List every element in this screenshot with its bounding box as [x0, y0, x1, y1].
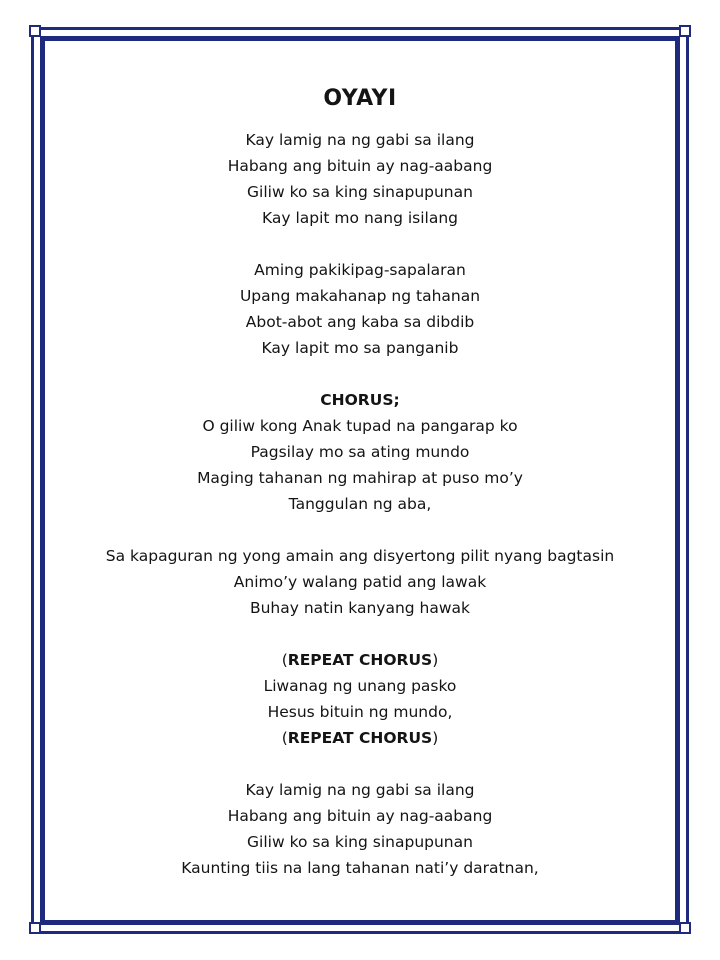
- lyric-line: Animo’y walang patid ang lawak: [233, 573, 487, 591]
- lyric-line: Kay lamig na ng gabi sa ilang: [245, 781, 475, 799]
- verse-4: [0, 777, 720, 881]
- lyric-line: Upang makahanap ng tahanan: [239, 287, 481, 305]
- lyric-line: Buhay natin kanyang hawak: [249, 599, 471, 617]
- lyric-line: Aming pakikipag-sapalaran: [254, 261, 466, 279]
- lyric-line: Habang ang bituin ay nag-aabang: [227, 157, 493, 175]
- border-corner-ornament: [29, 922, 41, 934]
- chorus: [0, 387, 720, 517]
- chorus-label: CHORUS;: [320, 391, 400, 409]
- stanza-gap: [0, 361, 720, 387]
- lyric-line: Kay lamig na ng gabi sa ilang: [245, 131, 475, 149]
- border-corner-ornament: [29, 25, 41, 37]
- lyric-line: Pagsilay mo sa ating mundo: [250, 443, 470, 461]
- repeat-chorus-marker: (REPEAT CHORUS): [281, 651, 439, 669]
- border-corner-ornament: [679, 25, 691, 37]
- lyric-line: Kaunting tiis na lang tahanan nati’y daratnan,: [181, 859, 539, 877]
- verse-3: [0, 543, 720, 621]
- lyric-line: Abot-abot ang kaba sa dibdib: [245, 313, 475, 331]
- lyrics-body: [0, 127, 720, 881]
- verse-1: [0, 127, 720, 231]
- lyric-line: Hesus bituin ng mundo,: [267, 703, 453, 721]
- stanza-gap: [0, 751, 720, 777]
- lyric-line: Giliw ko sa king sinapupunan: [247, 833, 473, 851]
- stanza-gap: [0, 621, 720, 647]
- lyric-line: Kay lapit mo sa panganib: [261, 339, 459, 357]
- lyric-line: Giliw ko sa king sinapupunan: [247, 183, 473, 201]
- lyric-line: O giliw kong Anak tupad na pangarap ko: [202, 417, 518, 435]
- lyric-line: Habang ang bituin ay nag-aabang: [227, 807, 493, 825]
- lyric-line: Liwanag ng unang pasko: [263, 677, 457, 695]
- bridge-section: [0, 647, 720, 751]
- lyric-line: Sa kapaguran ng yong amain ang disyertong pilit nyang bagtasin: [105, 547, 615, 565]
- lyric-line: Tanggulan ng aba,: [288, 495, 432, 513]
- stanza-gap: [0, 231, 720, 257]
- song-title: OYAYI: [323, 86, 397, 111]
- border-corner-ornament: [679, 922, 691, 934]
- lyric-line: Maging tahanan ng mahirap at puso mo’y: [197, 469, 523, 487]
- lyric-line: Kay lapit mo nang isilang: [261, 209, 459, 227]
- stanza-gap: [0, 517, 720, 543]
- verse-2: [0, 257, 720, 361]
- repeat-chorus-marker: (REPEAT CHORUS): [281, 729, 439, 747]
